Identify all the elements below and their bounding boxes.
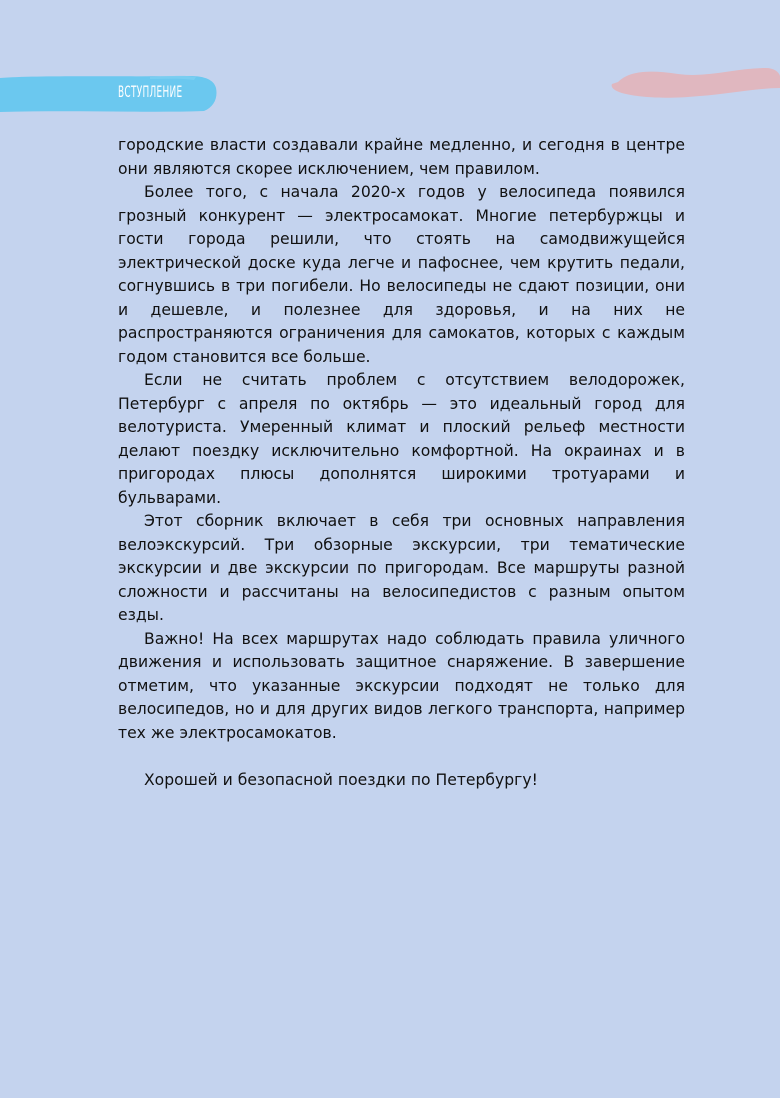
paragraph: Если не считать проблем с отсутствием велодорожек, Петербург с апреля по октябрь — это идеальный город для велотуриста. Умеренный климат и плоский рельеф местности делают поездку исключительно комфортной. На окраинах и в пригородах плюсы дополнятся широкими тротуарами и бульварами.	[118, 371, 685, 507]
paragraph: Важно! На всех маршрутах надо соблюдать правила уличного движения и использовать защитное снаряжение. В завершение отметим, что указанные экскурсии подходят не только для велосипедов, но и для других видов легкого транспорта, например тех же электросамокатов.	[118, 629, 685, 742]
section-label: ВСТУПЛЕНИЕ	[118, 82, 183, 101]
section-tab-brush	[0, 74, 218, 114]
intro-text	[118, 134, 685, 793]
closing-line: Хорошей и безопасной поездки по Петербургу!	[144, 771, 538, 789]
paragraph: Более того, с начала 2020-х годов у велосипеда появился грозный конкурент — электросамокат. Многие петербуржцы и гости города решили, что стоять на самодвижущейся электрической доске куда легче и пафоснее, чем крутить педали, согнувшись в три погибели. Но велосипеды не сдают позиции, они и дешевле, и полезнее для здоровья, и на них не распространяются ограничения для самокатов, которых с каждым годом становится все больше.	[118, 183, 685, 366]
section-tab	[0, 74, 218, 114]
paragraph: городские власти создавали крайне медленно, и сегодня в центре они являются скорее исключением, чем правилом.	[118, 136, 685, 178]
paragraph: Этот сборник включает в себя три основных направления велоэкскурсий. Три обзорные экскурсии, три тематические экскурсии и две экскурсии по пригородам. Все маршруты разной сложности и рассчитаны на велосипедистов с разным опытом езды.	[118, 512, 685, 624]
decorative-brush-stroke	[608, 64, 780, 104]
